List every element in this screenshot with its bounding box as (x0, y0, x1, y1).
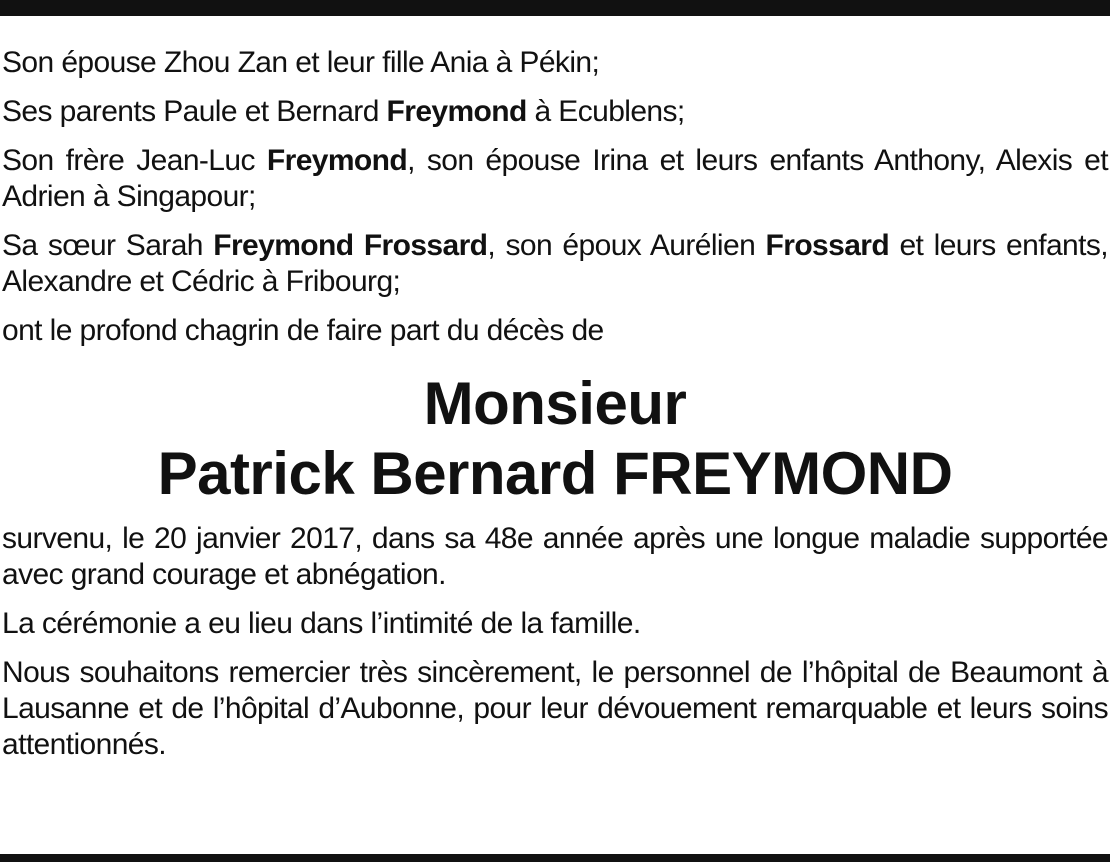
deceased-honorific: Monsieur (423, 370, 687, 437)
top-border-rule (0, 0, 1110, 16)
thanks-paragraph: Nous souhaitons remercier très sincèrement, le personnel de l’hôpital de Beaumont à Lausanne et de l’hôpital d’Aubonne, pour leur dévouement remarquable et leurs soins attentionnés. (2, 656, 1108, 761)
family-line-brother (2, 143, 1108, 215)
parents-surname: Freymond (386, 95, 527, 128)
death-details: survenu, le 20 janvier 2017, dans sa 48e année après une longue maladie supportée avec grand courage et abnégation. (2, 522, 1108, 591)
parents-place: à Ecublens; (526, 95, 685, 128)
family-line-wife: Son épouse Zhou Zan et leur fille Ania à Pékin; (2, 46, 600, 79)
death-notice (2, 45, 1108, 763)
family-line-parents (2, 94, 1108, 130)
ceremony-note: La cérémonie a eu lieu dans l’intimité de la famille. (2, 607, 641, 640)
bottom-border-rule (0, 854, 1110, 862)
announcement-line: ont le profond chagrin de faire part du décès de (2, 314, 604, 347)
brother-family: , son épouse Irina et leurs enfants Anthony, Alexis et Adrien à Singapour; (2, 144, 1108, 213)
sister-spouse-text: , son époux Aurélien (487, 229, 766, 262)
sister-surname: Freymond Frossard (213, 229, 488, 262)
sister-text: Sa sœur Sarah (2, 229, 214, 262)
deceased-name-block (2, 369, 1108, 509)
family-line-sister (2, 228, 1108, 300)
brother-surname: Freymond (266, 144, 408, 177)
parents-text: Ses parents Paule et Bernard (2, 95, 387, 128)
deceased-full-name: Patrick Bernard FREYMOND (157, 440, 953, 507)
sister-family: et leurs enfants, Alexandre et Cédric à Fribourg; (2, 229, 1108, 298)
sister-spouse-surname: Frossard (765, 229, 890, 262)
brother-text: Son frère Jean-Luc (2, 144, 267, 177)
